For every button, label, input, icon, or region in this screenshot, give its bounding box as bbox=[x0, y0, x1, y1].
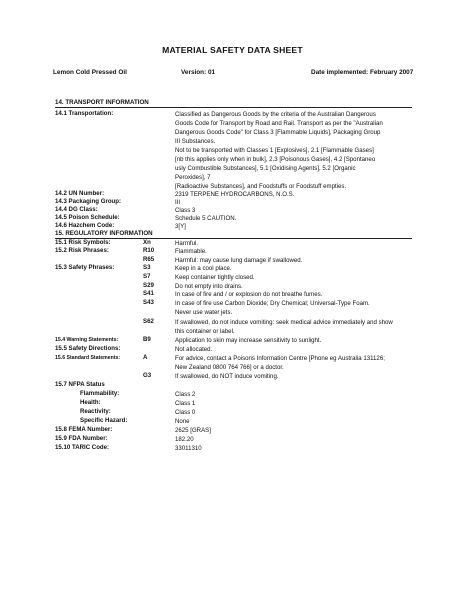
risk-symbols-label: 15.1 Risk Symbols: bbox=[55, 239, 111, 246]
r10-text: Flammable. bbox=[175, 248, 207, 255]
a-code: A bbox=[143, 354, 148, 361]
s43-text-continued: Never use water jets. bbox=[175, 309, 233, 316]
fema-number-label: 15.8 FEMA Number: bbox=[55, 426, 113, 433]
r65-code: R65 bbox=[143, 256, 155, 263]
transport-line: III Substances. bbox=[175, 138, 216, 145]
product-name: Lemon Cold Pressed Oil bbox=[53, 69, 127, 76]
g3-code: G3 bbox=[143, 372, 152, 379]
safety-directions-label: 15.5 Safety Directions: bbox=[55, 345, 121, 352]
reactivity-label: Reactivity: bbox=[80, 408, 111, 415]
fda-number-label: 15.9 FDA Number: bbox=[55, 435, 108, 442]
fda-number-value: 182.20 bbox=[175, 436, 194, 443]
dg-class-label: 14.4 DG Class: bbox=[55, 206, 98, 213]
section-15-heading: 15. REGULATORY INFORMATION bbox=[55, 230, 153, 237]
risk-phrases-label: 15.2 Risk Phrases: bbox=[55, 247, 109, 254]
health-label: Health: bbox=[80, 399, 101, 406]
b9-code: B9 bbox=[143, 336, 151, 343]
transport-line: [nb this applies only when in bulk], 2.3 [Poisonous Gases], 4.2 [Spontaneo bbox=[175, 156, 376, 163]
un-number-value: 2319 TERPENE HYDROCARBONS, N.O.S. bbox=[175, 191, 295, 198]
risk-symbol-text: Harmful. bbox=[175, 240, 199, 247]
version-label: Version: 01 bbox=[181, 69, 216, 76]
fema-number-value: 2625 [GRAS] bbox=[175, 427, 211, 434]
s41-code: S41 bbox=[143, 290, 154, 297]
document-title: MATERIAL SAFETY DATA SHEET bbox=[162, 45, 303, 55]
transport-line: Goods Code for Transport by Road and Rail. Transport as per the "Australian bbox=[175, 120, 383, 127]
s29-code: S29 bbox=[143, 282, 154, 289]
packaging-group-value: III bbox=[175, 199, 181, 206]
packaging-group-label: 14.3 Packaging Group: bbox=[55, 198, 122, 205]
taric-code-label: 15.10 TARIC Code: bbox=[55, 444, 110, 451]
s62-code: S62 bbox=[143, 318, 154, 325]
hazchem-code-value: 3[Y] bbox=[175, 223, 186, 230]
s62-text: If swallowed, do not induce vomiting: seek medical advice immediately and show bbox=[175, 319, 393, 326]
transport-line: usly Combustible Substances], 5.1 [Oxidising Agents], 5.2 [Organic bbox=[175, 165, 356, 172]
flammability-value: Class 2 bbox=[175, 391, 196, 398]
s3-text: Keep in a cool place. bbox=[175, 265, 232, 272]
date-implemented: Date implemented: February 2007 bbox=[311, 69, 414, 76]
a-text: For advice, contact a Poisons Information Centre [Phone eg Australia 131126; bbox=[175, 355, 385, 362]
safety-phrases-label: 15.3 Safety Phrases: bbox=[55, 264, 115, 271]
nfpa-status-label: 15.7 NFPA Status bbox=[55, 381, 105, 388]
s43-code: S43 bbox=[143, 299, 154, 306]
poison-schedule-label: 14.5 Poison Schedule: bbox=[55, 214, 120, 221]
r10-code: R10 bbox=[143, 247, 155, 254]
standard-statements-label: 15.6 Standard Statements: bbox=[55, 355, 121, 361]
transport-line: [Radioactive Substances], and Foodstuffs or Foodstuff empties. bbox=[175, 183, 347, 190]
s29-text: Do not empty into drains. bbox=[175, 283, 243, 290]
section-14-rule bbox=[55, 107, 412, 108]
hazchem-code-label: 14.6 Hazchem Code: bbox=[55, 222, 115, 229]
specific-hazard-label: Specific Hazard: bbox=[80, 417, 128, 424]
safety-directions-text: Not allocated. bbox=[175, 346, 213, 353]
risk-symbol-code: Xn bbox=[143, 239, 151, 246]
a-text-continued: New Zealand 0800 764 766] or a doctor. bbox=[175, 364, 284, 371]
transport-line: Dangerous Goods Code" for Class 3 [Flammable Liquids], Packaging Group bbox=[175, 129, 381, 136]
s43-text: In case of fire use Carbon Dioxide; Dry Chemical; Universal-Type Foam. bbox=[175, 300, 370, 307]
s3-code: S3 bbox=[143, 264, 151, 271]
flammability-label: Flammability: bbox=[80, 390, 120, 397]
warning-statements-label: 15.4 Warning Statements: bbox=[55, 337, 119, 343]
transport-line: Not to be transported with Classes 1 [Explosives], 2.1 [Flammable Gases] bbox=[175, 147, 374, 154]
reactivity-value: Class 0 bbox=[175, 409, 196, 416]
specific-hazard-value: None bbox=[175, 418, 190, 425]
transport-line: Classified as Dangerous Goods by the criteria of the Australian Dangerous bbox=[175, 111, 376, 118]
s41-text: In case of fire and / or explosion do not breathe fumes. bbox=[175, 291, 323, 298]
s7-code: S7 bbox=[143, 273, 151, 280]
r65-text: Harmful: may cause lung damage if swallowed. bbox=[175, 257, 303, 264]
taric-code-value: 33011310 bbox=[175, 445, 202, 452]
transport-line: Peroxides], 7 bbox=[175, 174, 211, 181]
s62-text-continued: this container or label. bbox=[175, 328, 235, 335]
s7-text: Keep container tightly closed. bbox=[175, 274, 255, 281]
section-14-heading: 14. TRANSPORT INFORMATION bbox=[55, 99, 149, 106]
b9-text: Application to skin may increase sensitivity to sunlight. bbox=[175, 337, 322, 344]
transportation-label: 14.1 Transportation: bbox=[55, 110, 114, 117]
un-number-label: 14.2 UN Number: bbox=[55, 190, 105, 197]
poison-schedule-value: Schedule 5 CAUTION. bbox=[175, 215, 237, 222]
g3-text: If swallowed, do NOT induce vomiting. bbox=[175, 373, 279, 380]
dg-class-value: Class 3 bbox=[175, 207, 196, 214]
health-value: Class 1 bbox=[175, 400, 196, 407]
